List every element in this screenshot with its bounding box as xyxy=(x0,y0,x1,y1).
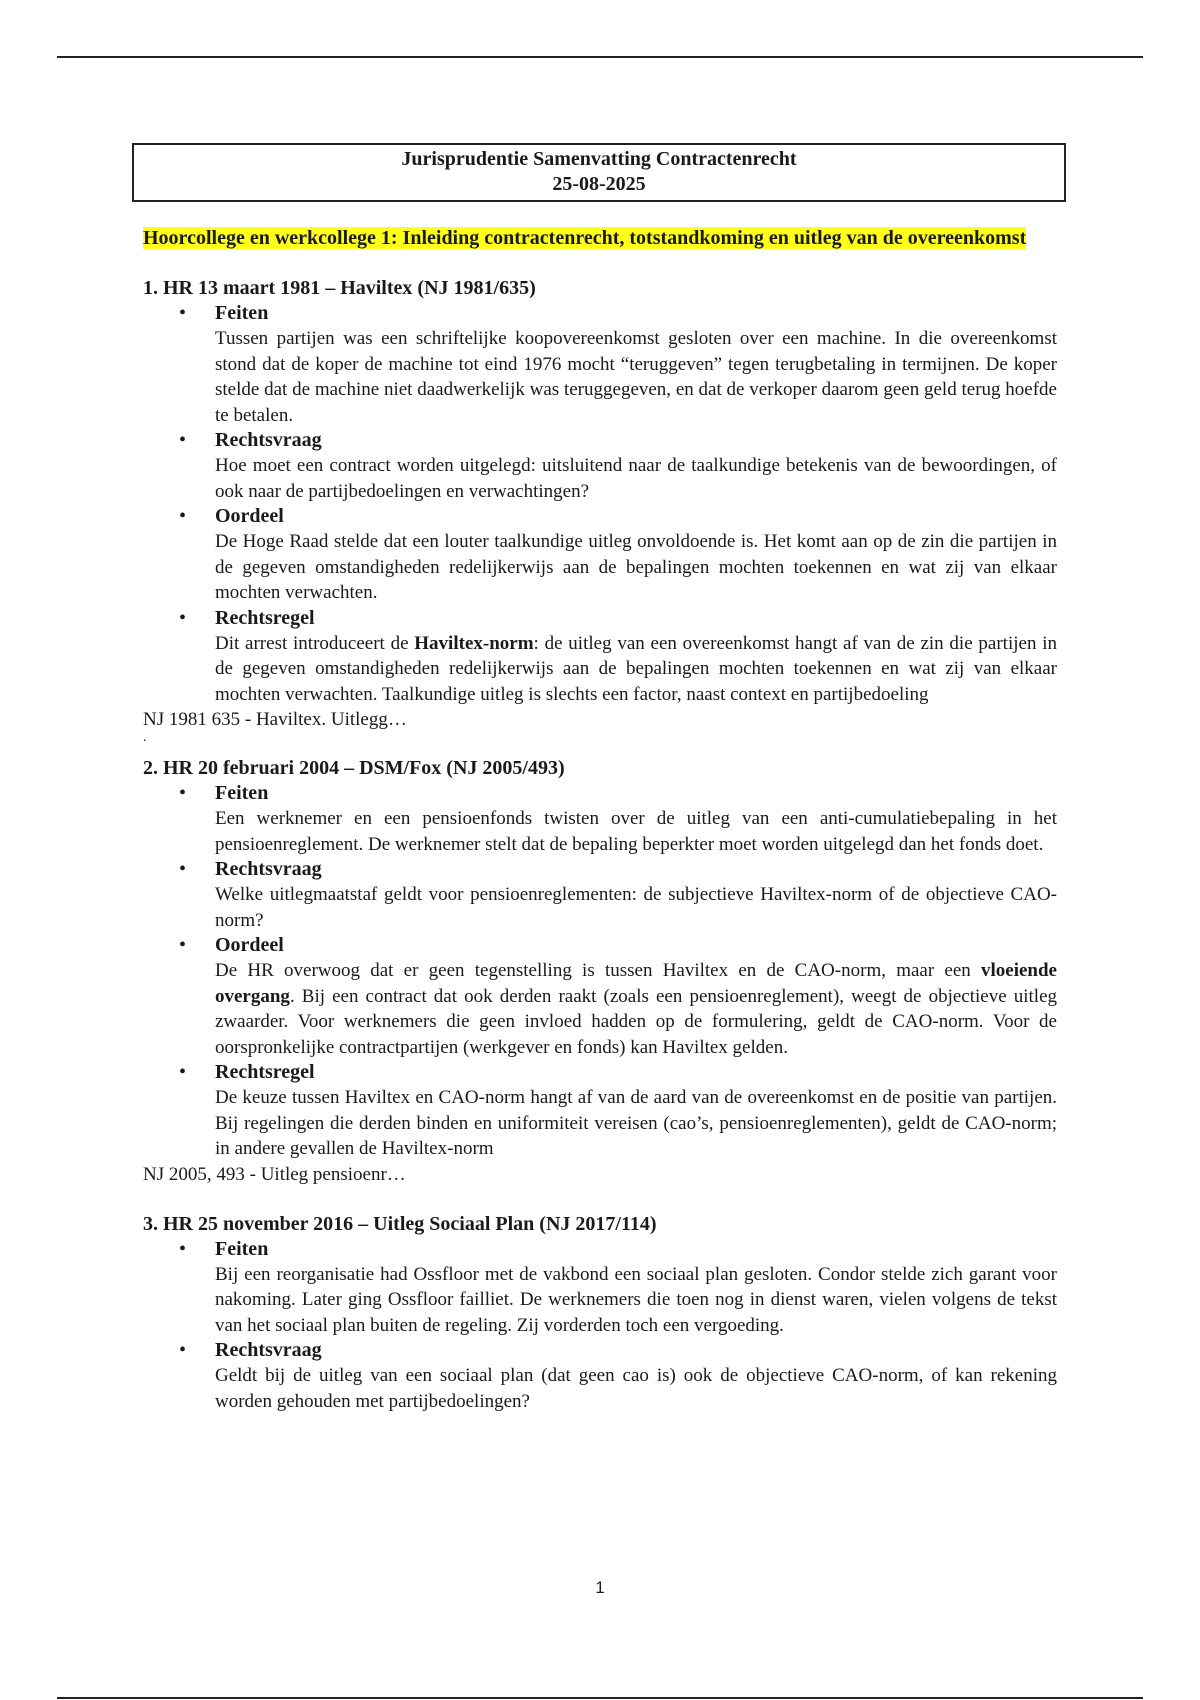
text-segment: : de uitleg van een overeenkomst hangt af van de zin die partijen in de gegeven omstandigheden redelijkerwijs aan de bepalingen mochten toekennen en wat zij van elkaar mochten verwachten. Taalkundige uitleg is slechts een factor, naast context en partijbedoeling xyxy=(215,632,1057,705)
case-oordeel xyxy=(143,504,1057,606)
case-1 xyxy=(143,276,1057,744)
case-2 xyxy=(143,756,1057,1187)
item-label: Rechtsregel xyxy=(215,1061,315,1083)
bullet-icon: • xyxy=(179,782,187,804)
bullet-icon: • xyxy=(179,858,187,880)
item-text: Hoe moet een contract worden uitgelegd: uitsluitend naar de taalkundige betekenis van de bewoordingen, of ook naar de partijbedoelingen en verwachtingen? xyxy=(215,455,1057,502)
item-label: Rechtsregel xyxy=(215,606,315,629)
item-text: De keuze tussen Haviltex en CAO-norm hangt af van de aard van de overeenkomst en de positie van partijen. Bij regelingen die derden binden en uniformiteit vereisen (cao’s, pensioenreglementen), geldt de CAO-norm; in andere gevallen de Haviltex-norm xyxy=(215,1087,1057,1159)
bold-term: Haviltex-norm xyxy=(414,632,534,654)
case-feiten xyxy=(143,301,1057,428)
header-rule xyxy=(57,56,1143,58)
bullet-icon: • xyxy=(179,505,187,527)
trailing-mark: . xyxy=(143,730,147,745)
case-rechtsregel xyxy=(143,1060,1057,1162)
item-text: Tussen partijen was een schriftelijke koopovereenkomst gesloten over een machine. In die overeenkomst stond dat de koper de machine tot eind 1976 mocht “teruggeven” tegen terugbetaling in termijnen. De koper stelde dat de machine niet daadwerkelijk was teruggegeven, en dat de verkoper daarom geen geld terug hoefde te betalen. xyxy=(215,328,1057,426)
page-number: 1 xyxy=(595,1578,605,1597)
item-text: Bij een reorganisatie had Ossfloor met de vakbond een sociaal plan gesloten. Condor stelde zich garant voor nakoming. Later ging Ossfloor failliet. De werknemers die toen nog in dienst waren, vielen volgens de tekst van het sociaal plan buiten de regeling. Zij vorderden toch een vergoeding. xyxy=(215,1263,1057,1336)
item-label: Feiten xyxy=(215,782,269,804)
case-reference-link[interactable]: NJ 1981 635 - Haviltex. Uitlegg… xyxy=(143,709,407,730)
item-text: Een werknemer en een pensioenfonds twisten over de uitleg van een anti-cumulatiebepaling in het pensioenreglement. De werknemer stelt dat de bepaling beperkter moet worden uitgelegd dan het fonds doet. xyxy=(215,808,1057,855)
case-feiten xyxy=(143,781,1057,857)
case-title: 1. HR 13 maart 1981 – Haviltex (NJ 1981/635) xyxy=(143,277,536,299)
item-text: De Hoge Raad stelde dat een louter taalkundige uitleg onvoldoende is. Het komt aan op de zin die partijen in de gegeven omstandigheden redelijkerwijs aan de bepalingen mochten toekennen en wat zij van elkaar mochten verwachten. xyxy=(215,531,1057,603)
item-label: Feiten xyxy=(215,1237,269,1260)
text-segment: . Bij een contract dat ook derden raakt (zoals een pensioenreglement), weegt de objectieve uitleg zwaarder. Voor werknemers die geen invloed hadden op de formulering, geldt de CAO-norm. Voor de oorspronkelijke contractpartijen (werkgever en fonds) kan Haviltex gelden. xyxy=(215,985,1057,1058)
item-label: Feiten xyxy=(215,302,269,324)
case-title: 2. HR 20 februari 2004 – DSM/Fox (NJ 2005/493) xyxy=(143,757,565,779)
bullet-icon: • xyxy=(179,1061,187,1083)
case-feiten xyxy=(143,1237,1057,1339)
item-text: Geldt bij de uitleg van een sociaal plan (dat geen cao is) ook de objectieve CAO-norm, of kan rekening worden gehouden met partijbedoelingen? xyxy=(215,1365,1057,1412)
document-page xyxy=(143,143,1057,1414)
bold-term: vloeiende overgang xyxy=(215,960,1057,1007)
case-title: 3. HR 25 november 2016 – Uitleg Sociaal Plan (NJ 2017/114) xyxy=(143,1212,657,1235)
case-rechtsvraag xyxy=(143,428,1057,504)
item-text: Welke uitlegmaatstaf geldt voor pensioenreglementen: de subjectieve Haviltex-norm of de objectieve CAO-norm? xyxy=(215,884,1057,931)
bullet-icon: • xyxy=(179,606,187,629)
item-label: Oordeel xyxy=(215,505,284,527)
case-reference-link[interactable]: NJ 2005, 493 - Uitleg pensioenr… xyxy=(143,1163,406,1185)
bullet-icon: • xyxy=(179,302,187,324)
text-segment: De HR overwoog dat er geen tegenstelling is tussen Haviltex en de CAO-norm, maar een xyxy=(215,960,981,981)
item-text xyxy=(215,958,1057,1060)
case-rechtsvraag xyxy=(143,1338,1057,1414)
text-segment: Dit arrest introduceert de xyxy=(215,632,415,654)
footer-rule xyxy=(57,1697,1143,1699)
document-date: 25-08-2025 xyxy=(552,173,646,195)
item-label: Rechtsvraag xyxy=(215,429,322,451)
bullet-icon: • xyxy=(179,429,187,451)
item-label: Oordeel xyxy=(215,934,284,956)
case-rechtsregel xyxy=(143,606,1057,708)
bullet-icon: • xyxy=(179,1237,187,1260)
item-text xyxy=(215,631,1057,708)
title-box xyxy=(132,143,1066,202)
item-label: Rechtsvraag xyxy=(215,858,322,880)
section-heading-highlight: Hoorcollege en werkcollege 1: Inleiding contractenrecht, totstandkoming en uitleg van de overeenkomst xyxy=(143,227,1027,249)
case-oordeel xyxy=(143,933,1057,1060)
section-heading xyxy=(143,226,1057,251)
bullet-icon: • xyxy=(179,1339,187,1361)
document-title: Jurisprudentie Samenvatting Contractenrecht xyxy=(401,148,797,170)
case-3 xyxy=(143,1212,1057,1415)
item-label: Rechtsvraag xyxy=(215,1339,322,1361)
bullet-icon: • xyxy=(179,934,187,956)
case-rechtsvraag xyxy=(143,857,1057,933)
